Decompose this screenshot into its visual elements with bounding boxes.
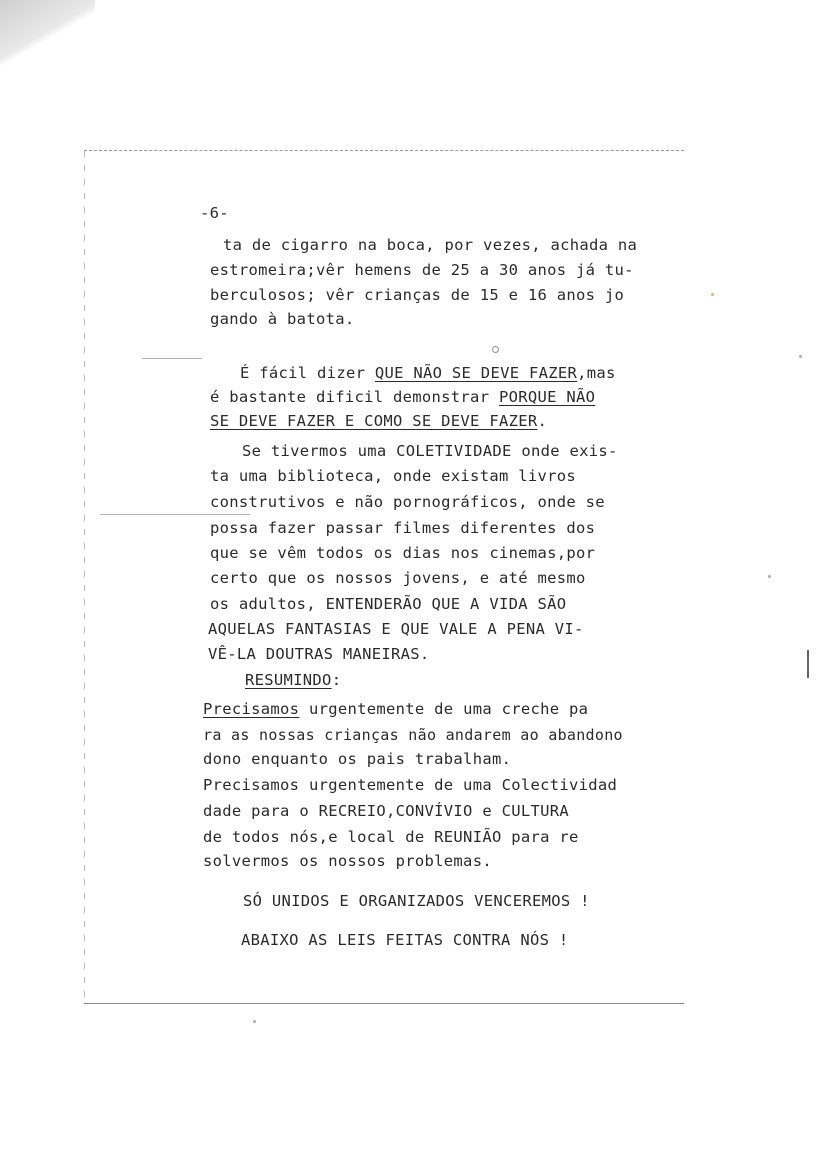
text-line-6: é bastante dificil demonstrar PORQUE NÃO	[210, 388, 596, 406]
text-line-13: certo que os nossos jovens, e até mesmo	[210, 569, 586, 587]
resumindo-heading: RESUMINDO:	[245, 671, 342, 689]
ink-speck-4	[253, 1020, 256, 1023]
ink-ring	[492, 346, 499, 353]
binder-mark	[807, 650, 819, 678]
scan-artifact-line	[100, 514, 250, 515]
text-line-9: ta uma biblioteca, onde existam livros	[210, 467, 577, 485]
text-line-12: que se vêm todos os dias nos cinemas,por	[210, 544, 596, 562]
ink-speck-2	[799, 355, 802, 358]
text-line-7: SE DEVE FAZER E COMO SE DEVE FAZER.	[210, 412, 548, 430]
text-line-11: possa fazer passar filmes diferentes dos	[210, 519, 596, 537]
text-line-5: É fácil dizer QUE NÃO SE DEVE FAZER,mas	[240, 364, 616, 382]
text-line-15: AQUELAS FANTASIAS E QUE VALE A PENA VI-	[208, 620, 584, 638]
underlined-phrase-2: PORQUE NÃO	[498, 388, 596, 406]
text-line-14: os adultos, ENTENDERÃO QUE A VIDA SÃO	[210, 595, 567, 613]
page-corner-fold	[0, 0, 95, 75]
text-line-2: estromeira;vêr hemens de 25 a 30 anos já tu-	[210, 261, 634, 279]
text-line-21: dade para o RECREIO,CONVÍVIO e CULTURA	[203, 802, 570, 820]
text-line-22: de todos nós,e local de REUNIÃO para re	[203, 828, 579, 846]
scan-artifact-line-2	[142, 358, 202, 359]
text-line-10: construtivos e não pornográficos, onde se	[210, 493, 605, 511]
underlined-phrase-1: QUE NÃO SE DEVE FAZER	[374, 364, 578, 382]
text-line-1: ta de cigarro na boca, por vezes, achada na	[223, 236, 638, 254]
text-line-17: Precisamos urgentemente de uma creche pa	[203, 700, 589, 718]
slogan-1: SÓ UNIDOS E ORGANIZADOS VENCEREMOS !	[243, 892, 590, 910]
slogan-2: ABAIXO AS LEIS FEITAS CONTRA NÓS !	[241, 931, 569, 949]
page-number: -6-	[200, 204, 229, 222]
ink-speck-3	[768, 575, 771, 578]
text-line-4: gando à batota.	[210, 310, 355, 328]
text-line-16: VÊ-LA DOUTRAS MANEIRAS.	[208, 645, 430, 663]
text-line-3: berculosos; vêr crianças de 15 e 16 anos jo	[210, 286, 625, 304]
text-line-20: Precisamos urgentemente de uma Colectividad	[203, 776, 618, 794]
text-line-18: ra as nossas crianças não andarem ao abandono	[203, 726, 623, 744]
underlined-phrase-3: SE DEVE FAZER E COMO SE DEVE FAZER	[210, 412, 538, 430]
text-line-19: dono enquanto os pais trabalham.	[203, 750, 512, 768]
underlined-precisamos: Precisamos	[203, 700, 300, 718]
ink-speck	[711, 293, 714, 296]
text-line-23: solvermos os nossos problemas.	[203, 852, 492, 870]
text-line-8: Se tivermos uma COLETIVIDADE onde exis-	[242, 442, 618, 460]
